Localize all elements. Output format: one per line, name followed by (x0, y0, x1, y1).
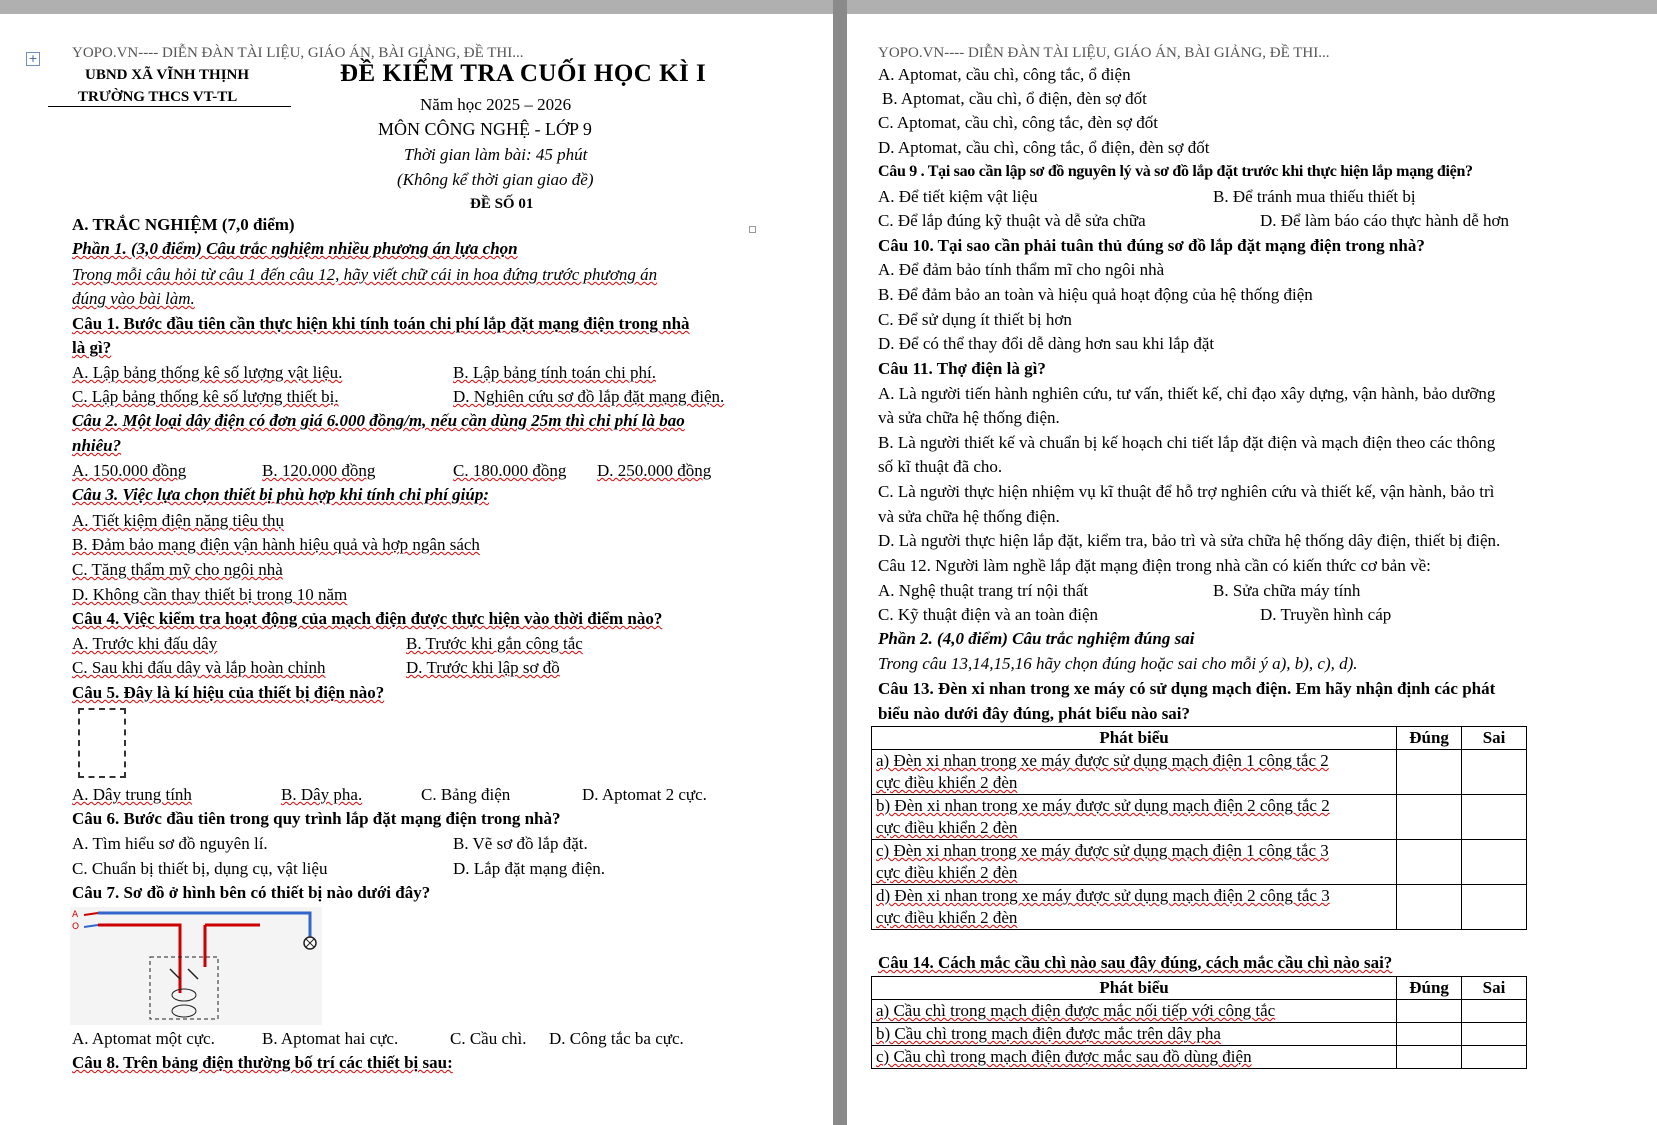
q12-option-c: C. Kỹ thuật điện và an toàn điện (878, 605, 1099, 624)
q13-header-statement: Phát biểu (872, 727, 1397, 750)
q14-row-a-true-cell[interactable] (1397, 1000, 1462, 1023)
q8-option-d: D. Aptomat, cầu chì, công tắc, ổ điện, đèn sợ đốt (878, 138, 1210, 157)
q14-header-false: Sai (1462, 977, 1527, 1000)
q14-row-b-false-cell[interactable] (1462, 1023, 1527, 1046)
q8-option-a: A. Aptomat, cầu chì, công tắc, ổ điện (878, 65, 1131, 84)
school-line2: TRƯỜNG THCS VT-TL (78, 89, 238, 105)
q9-option-b: B. Để tránh mua thiếu thiết bị (1213, 187, 1416, 206)
q12-option-a: A. Nghệ thuật trang trí nội thất (878, 581, 1089, 600)
q7-option-c: C. Cầu chì. (450, 1029, 527, 1048)
q14-stem: Câu 14. Cách mắc cầu chì nào sau đây đúng, cách mắc cầu chì nào sai? (878, 953, 1393, 972)
q13-row-b-false-cell[interactable] (1462, 795, 1527, 840)
school-underline (48, 106, 291, 107)
q11-option-c-1: C. Là người thực hiện nhiệm vụ kĩ thuật để hỗ trợ nghiên cứu và thiết kế, vận hành, bảo trì (878, 482, 1495, 501)
q13-row-d-false-cell[interactable] (1462, 885, 1527, 930)
q10-option-b: B. Để đảm bảo an toàn và hiệu quả hoạt động của hệ thống điện (878, 285, 1313, 304)
q13-row-b-true-cell[interactable] (1397, 795, 1462, 840)
q3-option-d: D. Không cần thay thiết bị trong 10 năm (72, 585, 348, 604)
q11-stem: Câu 11. Thợ điện là gì? (878, 359, 1046, 378)
q1-stem-2: là gì? (72, 338, 112, 357)
q7-circuit-diagram (70, 907, 322, 1025)
q14-row-c: c) Cầu chì trong mạch điện được mắc sau đồ dùng điện (872, 1046, 1397, 1069)
q1-option-d: D. Nghiên cứu sơ đồ lắp đặt mạng điện. (453, 387, 725, 406)
table-row (872, 795, 1527, 840)
q9-option-a: A. Để tiết kiệm vật liệu (878, 187, 1038, 206)
q14-header-statement: Phát biểu (872, 977, 1397, 1000)
q6-stem: Câu 6. Bước đầu tiên trong quy trình lắp đặt mạng điện trong nhà? (72, 809, 561, 828)
exam-code: ĐỀ SỐ 01 (470, 196, 534, 212)
q14-row-b: b) Cầu chì trong mạch điện được mắc trên dây pha (872, 1023, 1397, 1046)
table-move-handle-icon[interactable]: + (26, 52, 40, 66)
table-row (872, 840, 1527, 885)
section-a-title: A. TRẮC NGHIỆM (7,0 điểm) (72, 215, 295, 234)
q13-header-false: Sai (1462, 727, 1527, 750)
q2-option-c: C. 180.000 đồng (453, 461, 567, 480)
q14-row-a: a) Cầu chì trong mạch điện được mắc nối tiếp với công tắc (872, 1000, 1397, 1023)
part1-instr-1: Trong mỗi câu hỏi từ câu 1 đến câu 12, hãy viết chữ cái in hoa đứng trước phương án (72, 265, 658, 284)
q13-row-d-1: d) Đèn xi nhan trong xe máy được sử dụng mạch điện 2 công tắc 3 (876, 886, 1330, 905)
q10-option-a: A. Để đảm bảo tính thẩm mĩ cho ngôi nhà (878, 260, 1165, 279)
page-gap (833, 0, 847, 1125)
q8-option-b: B. Aptomat, cầu chì, ổ điện, đèn sợ đốt (882, 89, 1147, 108)
q5-option-b: B. Dây pha. (281, 785, 363, 804)
q14-row-a-false-cell[interactable] (1462, 1000, 1527, 1023)
exam-time: Thời gian làm bài: 45 phút (404, 145, 588, 164)
q3-option-a: A. Tiết kiệm điện năng tiêu thụ (72, 511, 285, 530)
q4-option-a: A. Trước khi đấu dây (72, 634, 218, 653)
q13-header-true: Đúng (1397, 727, 1462, 750)
q13-row-c-1: c) Đèn xi nhan trong xe máy được sử dụng mạch điện 1 công tắc 3 (876, 841, 1329, 860)
q6-option-a: A. Tìm hiểu sơ đồ nguyên lí. (72, 834, 268, 853)
q13-row-c-true-cell[interactable] (1397, 840, 1462, 885)
part2-instr: Trong câu 13,14,15,16 hãy chọn đúng hoặc sai cho mỗi ý a), b), c), d). (878, 654, 1358, 673)
q11-option-b-2: số kĩ thuật đã cho. (878, 457, 1003, 476)
q8-option-c: C. Aptomat, cầu chì, công tắc, đèn sợ đốt (878, 113, 1158, 132)
exam-note: (Không kể thời gian giao đề) (397, 170, 594, 189)
q1-option-a: A. Lập bảng thống kê số lượng vật liệu. (72, 363, 343, 382)
q6-option-b: B. Vẽ sơ đồ lắp đặt. (453, 834, 588, 853)
q13-stem-2: biểu nào dưới đây đúng, phát biểu nào sai? (878, 704, 1191, 723)
q12-option-b: B. Sửa chữa máy tính (1213, 581, 1361, 600)
q5-option-d: D. Aptomat 2 cực. (582, 785, 707, 804)
q13-row-b-1: b) Đèn xi nhan trong xe máy được sử dụng mạch điện 2 công tắc 2 (876, 796, 1330, 815)
q2-option-b: B. 120.000 đồng (262, 461, 376, 480)
q5-option-a: A. Dây trung tính (72, 785, 192, 804)
exam-title: ĐỀ KIỂM TRA CUỐI HỌC KÌ I (340, 60, 707, 87)
q11-option-a-2: và sửa chữa hệ thống điện. (878, 408, 1060, 427)
q11-option-b-1: B. Là người thiết kế và chuẩn bị kế hoạch chi tiết lắp đặt điện và mạch điện theo các thông (878, 433, 1496, 452)
q12-option-d: D. Truyền hình cáp (1260, 605, 1392, 624)
page-header-right: YOPO.VN---- DIỄN ĐÀN TÀI LIỆU, GIÁO ÁN, BÀI GIẢNG, ĐỀ THI... (878, 45, 1330, 61)
q3-option-c: C. Tăng thẩm mỹ cho ngôi nhà (72, 560, 283, 579)
page-left (0, 14, 833, 1125)
q9-option-d: D. Để làm báo cáo thực hành dễ hơn (1260, 211, 1510, 230)
q13-row-c-false-cell[interactable] (1462, 840, 1527, 885)
q13-row-a-true-cell[interactable] (1397, 750, 1462, 795)
q13-row-d-2: cực điều khiển 2 đèn (876, 908, 1018, 927)
text-box-marker (749, 226, 756, 233)
q3-stem: Câu 3. Việc lựa chọn thiết bị phù hợp khi tính chi phí giúp: (72, 485, 490, 504)
part1-instr-2: đúng vào bài làm. (72, 289, 195, 308)
q13-row-a-false-cell[interactable] (1462, 750, 1527, 795)
q4-stem: Câu 4. Việc kiểm tra hoạt động của mạch điện được thực hiện vào thời điểm nào? (72, 609, 663, 628)
q9-stem: Câu 9 . Tại sao cần lập sơ đồ nguyên lý và sơ đồ lắp đặt trước khi thực hiện lắp mạng điện? (878, 163, 1473, 180)
q7-option-a: A. Aptomat một cực. (72, 1029, 215, 1048)
q12-stem: Câu 12. Người làm nghề lắp đặt mạng điện trong nhà cần có kiến thức cơ bản về: (878, 556, 1431, 575)
svg-text:O: O (72, 922, 80, 932)
table-row (872, 1000, 1527, 1023)
q13-stem: Câu 13. Đèn xi nhan trong xe máy có sử dụng mạch điện. Em hãy nhận định các phát (878, 679, 1496, 698)
q9-option-c: C. Để lắp đúng kỹ thuật và dễ sửa chữa (878, 211, 1146, 230)
school-line1: UBND XÃ VĨNH THỊNH (85, 67, 250, 83)
page-header: YOPO.VN---- DIỄN ĐÀN TÀI LIỆU, GIÁO ÁN, BÀI GIẢNG, ĐỀ THI... (72, 45, 524, 61)
q14-row-b-true-cell[interactable] (1397, 1023, 1462, 1046)
part1-title: Phần 1. (3,0 điểm) Câu trắc nghiệm nhiều phương án lựa chọn (72, 239, 518, 258)
q14-header-true: Đúng (1397, 977, 1462, 1000)
q6-option-c: C. Chuẩn bị thiết bị, dụng cụ, vật liệu (72, 859, 328, 878)
svg-text:A: A (72, 910, 79, 920)
q2-stem-2: nhiêu? (72, 436, 122, 455)
table-row (872, 1046, 1527, 1069)
q13-table (871, 726, 1527, 930)
q4-option-b: B. Trước khi gắn công tắc (406, 634, 583, 653)
q7-option-d: D. Công tắc ba cực. (549, 1029, 684, 1048)
part2-title: Phần 2. (4,0 điểm) Câu trắc nghiệm đúng sai (878, 629, 1195, 648)
q2-stem: Câu 2. Một loại dây điện có đơn giá 6.000 đồng/m, nếu cần dùng 25m thì chi phí là bao (72, 411, 685, 430)
q13-row-d-true-cell[interactable] (1397, 885, 1462, 930)
q1-option-b: B. Lập bảng tính toán chi phí. (453, 363, 657, 382)
q11-option-c-2: và sửa chữa hệ thống điện. (878, 507, 1060, 526)
q1-stem: Câu 1. Bước đầu tiên cần thực hiện khi tính toán chi phí lắp đặt mạng điện trong nhà (72, 314, 690, 333)
table-row (872, 750, 1527, 795)
q14-row-c-true-cell[interactable] (1397, 1046, 1462, 1069)
q4-option-c: C. Sau khi đấu dây và lắp hoàn chỉnh (72, 658, 326, 677)
q8-stem: Câu 8. Trên bảng điện thường bố trí các thiết bị sau: (72, 1053, 453, 1072)
q13-row-a-2: cực điều khiển 2 đèn (876, 773, 1018, 792)
q10-option-d: D. Để có thể thay đổi dễ dàng hơn sau khi lắp đặt (878, 334, 1215, 353)
q14-table (871, 976, 1527, 1069)
q10-stem: Câu 10. Tại sao cần phải tuân thủ đúng sơ đồ lắp đặt mạng điện trong nhà? (878, 236, 1425, 255)
q13-row-a-1: a) Đèn xi nhan trong xe máy được sử dụng mạch điện 1 công tắc 2 (876, 751, 1329, 770)
q3-option-b: B. Đảm bảo mạng điện vận hành hiệu quả và hợp ngân sách (72, 535, 480, 554)
q7-option-b: B. Aptomat hai cực. (262, 1029, 399, 1048)
q1-option-c: C. Lập bảng thống kê số lượng thiết bị. (72, 387, 339, 406)
table-row (872, 1023, 1527, 1046)
q7-stem: Câu 7. Sơ đồ ở hình bên có thiết bị nào dưới đây? (72, 883, 431, 902)
q10-option-c: C. Để sử dụng ít thiết bị hơn (878, 310, 1072, 329)
q13-row-c-2: cực điều khiển 2 đèn (876, 863, 1018, 882)
page-right (847, 14, 1657, 1125)
q5-stem: Câu 5. Đây là kí hiệu của thiết bị điện nào? (72, 683, 385, 702)
q14-row-c-false-cell[interactable] (1462, 1046, 1527, 1069)
q5-symbol-figure (78, 708, 126, 778)
q4-option-d: D. Trước khi lập sơ đồ (406, 658, 560, 677)
q2-option-d: D. 250.000 đồng (597, 461, 712, 480)
q11-option-d-1: D. Là người thực hiện lắp đặt, kiểm tra, bảo trì và sửa chữa hệ thống dây điện, thiết bị điện. (878, 531, 1501, 550)
q11-option-a-1: A. Là người tiến hành nghiên cứu, tư vấn, thiết kế, chỉ đạo xây dựng, vận hành, bảo dưỡng (878, 384, 1496, 403)
q13-row-b-2: cực điều khiển 2 đèn (876, 818, 1018, 837)
table-row (872, 885, 1527, 930)
q2-option-a: A. 150.000 đồng (72, 461, 187, 480)
exam-subject: MÔN CÔNG NGHỆ - LỚP 9 (378, 119, 592, 139)
q6-option-d: D. Lắp đặt mạng điện. (453, 859, 606, 878)
q5-option-c: C. Bảng điện (421, 785, 511, 804)
exam-year: Năm học 2025 – 2026 (420, 95, 572, 114)
window-top-bar (0, 0, 1657, 14)
